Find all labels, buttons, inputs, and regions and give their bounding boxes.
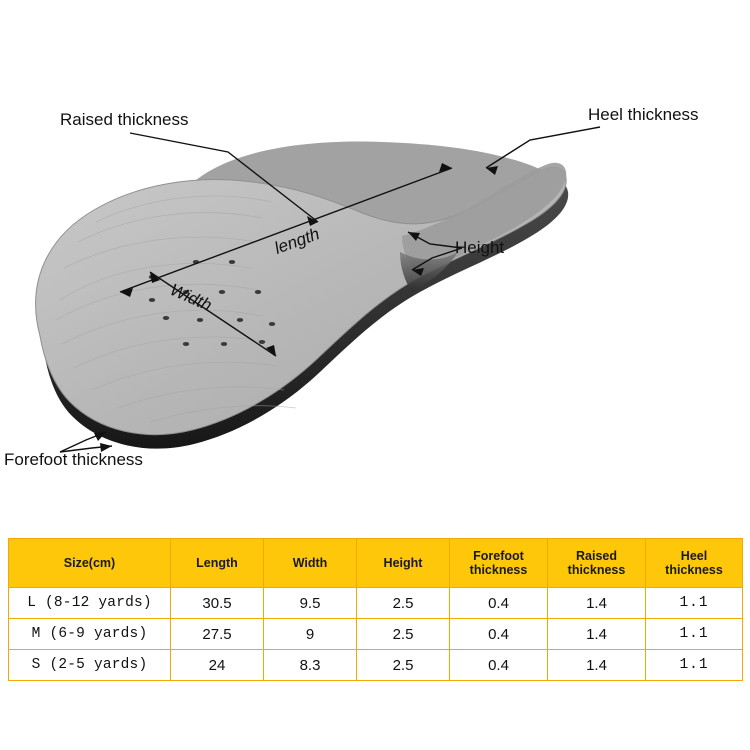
header-height-label: Height (383, 555, 423, 570)
label-length: length (272, 224, 323, 258)
spec-table (8, 538, 743, 681)
header-heel-line1: Heel (680, 548, 708, 563)
spec-table-container (8, 538, 742, 681)
cell-width: 9.5 (264, 588, 357, 619)
header-length-label: Length (196, 555, 238, 570)
cell-raised-thickness: 1.4 (548, 619, 646, 650)
header-heel-line2: thickness (665, 563, 723, 577)
cell-height: 2.5 (357, 588, 450, 619)
cell-raised-thickness: 1.4 (548, 588, 646, 619)
header-length (171, 539, 264, 588)
header-raised-line2: thickness (567, 563, 626, 577)
header-forefoot-line1: Forefoot (473, 548, 524, 563)
cell-height: 2.5 (357, 650, 450, 681)
label-raised-thickness: Raised thickness (60, 110, 189, 129)
table-row (9, 588, 743, 619)
header-raised-thickness (548, 539, 646, 588)
header-height (357, 539, 450, 588)
header-forefoot-line2: thickness (469, 563, 528, 577)
cell-width: 9 (264, 619, 357, 650)
cell-forefoot-thickness: 0.4 (450, 588, 548, 619)
table-header-row (9, 539, 743, 588)
header-size (9, 539, 171, 588)
table-row (9, 650, 743, 681)
cell-heel-thickness: 1.1 (646, 619, 743, 650)
header-width-label: Width (292, 555, 328, 570)
label-heel-thickness: Heel thickness (588, 105, 699, 124)
cell-heel-thickness: 1.1 (646, 588, 743, 619)
label-height: Height (455, 238, 505, 257)
header-width (264, 539, 357, 588)
cell-length: 27.5 (171, 619, 264, 650)
table-row (9, 619, 743, 650)
label-forefoot-thickness: Forefoot thickness (4, 450, 143, 469)
header-heel-thickness (646, 539, 743, 588)
cell-forefoot-thickness: 0.4 (450, 650, 548, 681)
cell-forefoot-thickness: 0.4 (450, 619, 548, 650)
cell-size: L (8-12 yards) (9, 588, 171, 619)
cell-heel-thickness: 1.1 (646, 650, 743, 681)
header-raised-line1: Raised (576, 548, 617, 563)
cell-raised-thickness: 1.4 (548, 650, 646, 681)
cell-width: 8.3 (264, 650, 357, 681)
header-size-label: Size(cm) (63, 555, 116, 570)
cell-size: S (2-5 yards) (9, 650, 171, 681)
cell-length: 24 (171, 650, 264, 681)
label-width: Width (167, 280, 215, 315)
cell-height: 2.5 (357, 619, 450, 650)
cell-length: 30.5 (171, 588, 264, 619)
header-forefoot-thickness (450, 539, 548, 588)
cell-size: M (6-9 yards) (9, 619, 171, 650)
